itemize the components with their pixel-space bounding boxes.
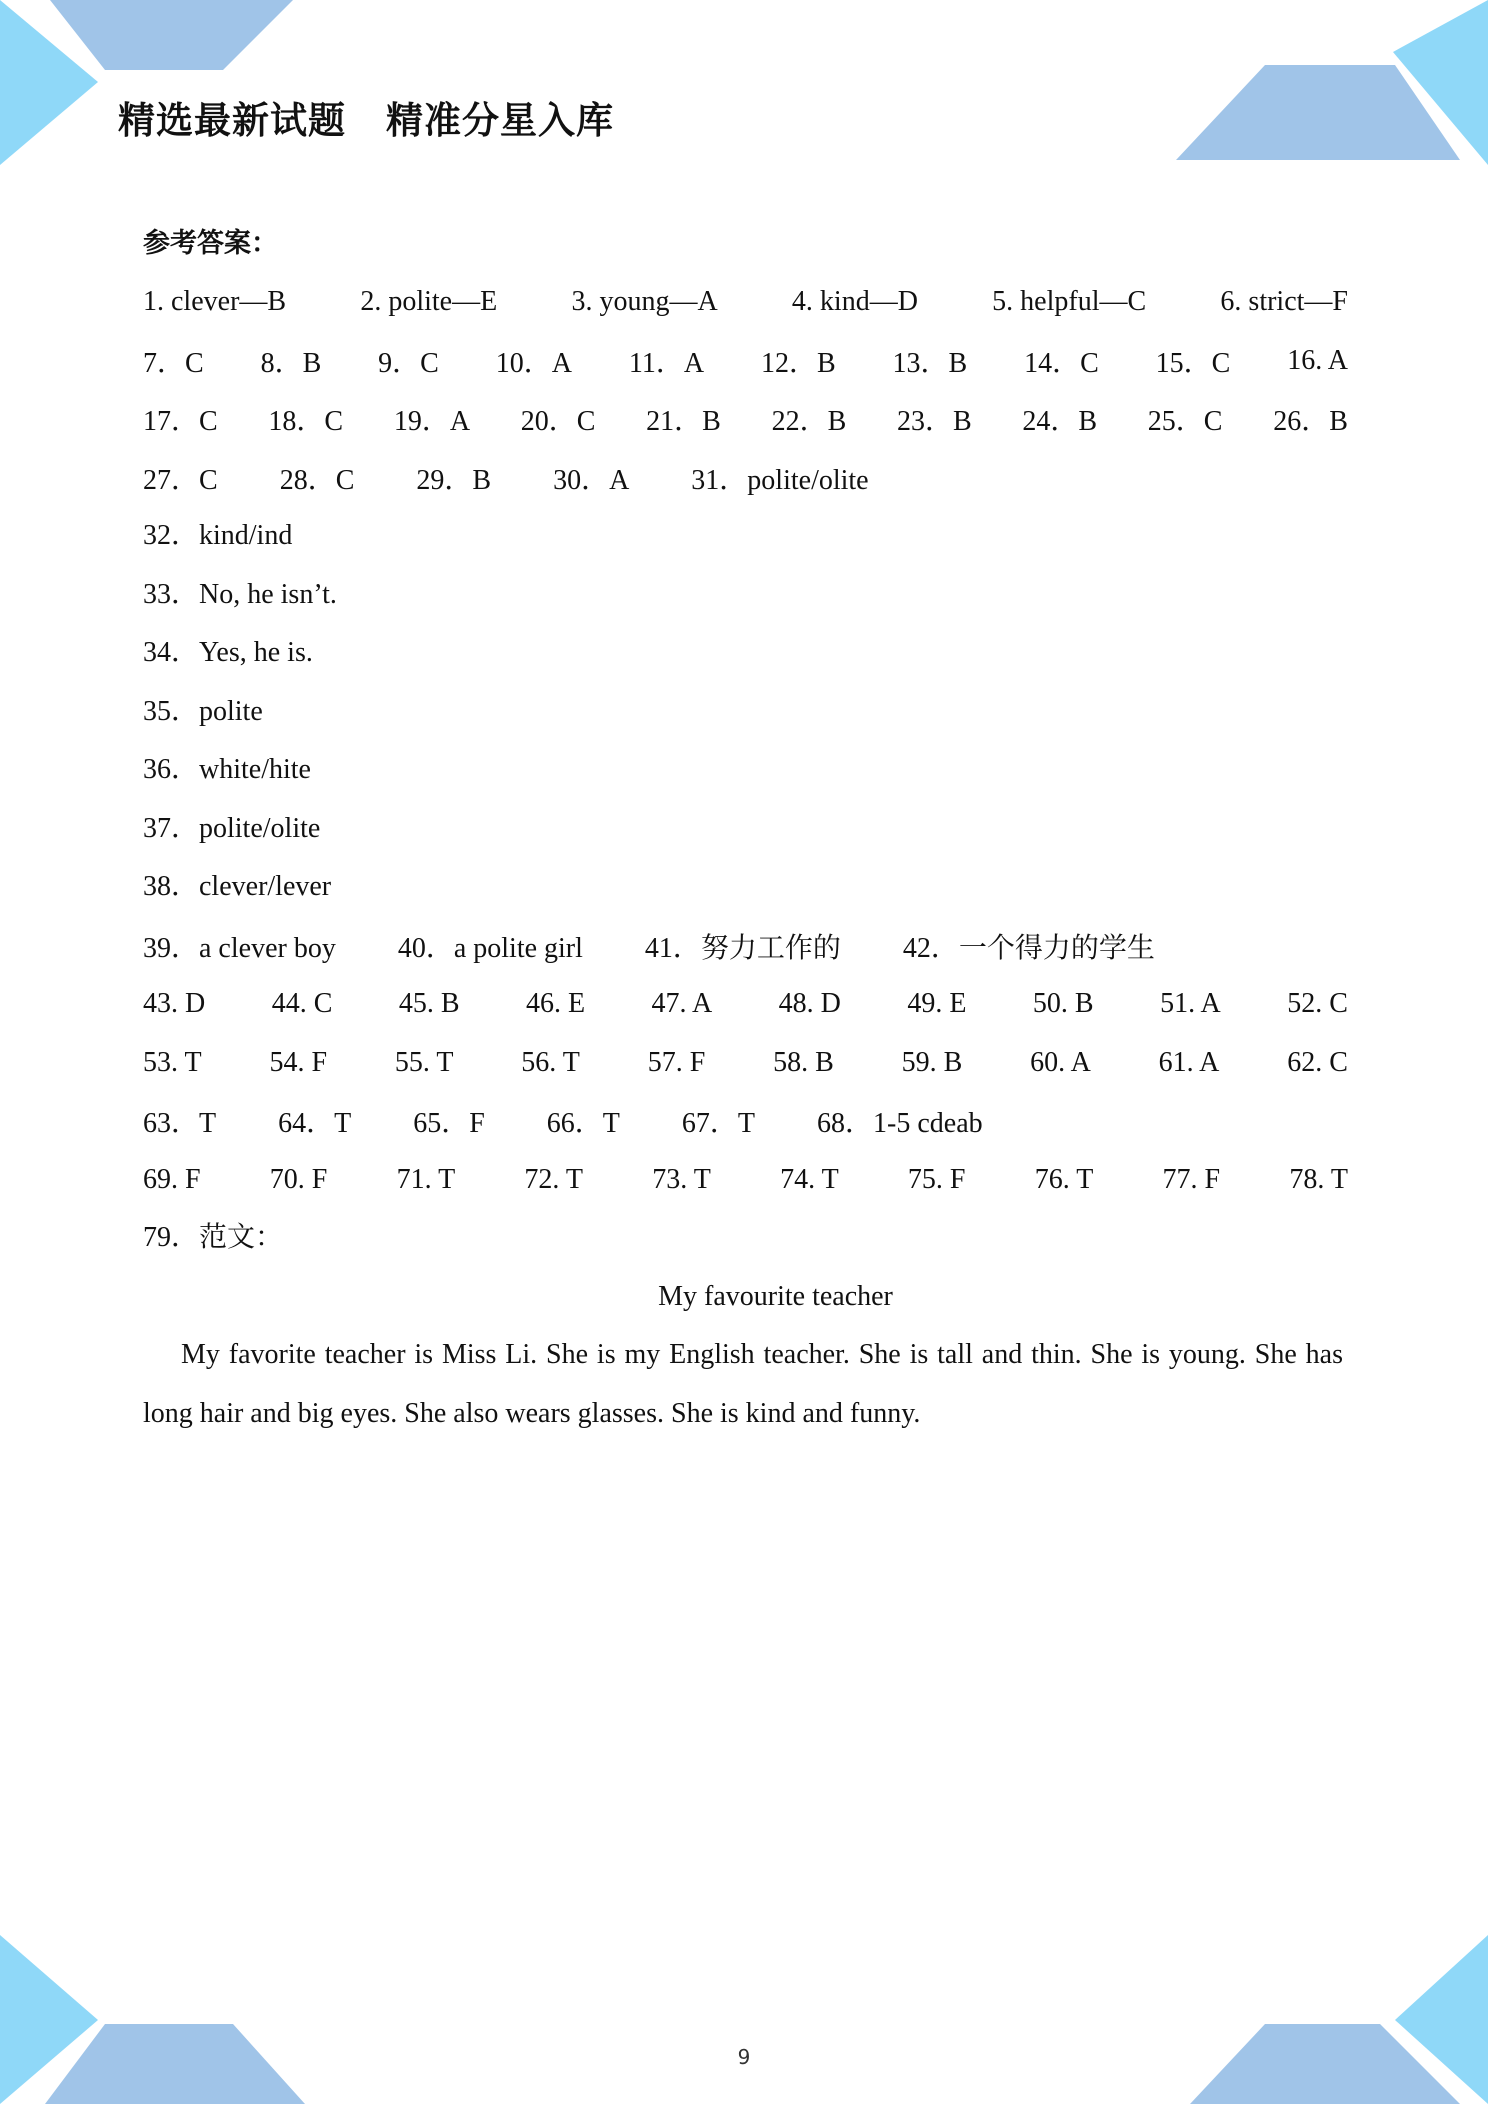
answer-item: 55. T — [394, 1046, 454, 1078]
answer-item: 26．B — [1273, 406, 1348, 438]
answer-item: 53. T — [143, 1046, 202, 1078]
header-title — [118, 90, 614, 144]
answer-row-8 — [143, 1092, 1348, 1151]
answer-item: 3. young—A — [571, 286, 718, 318]
answer-line: 36．white/hite — [143, 754, 311, 785]
top-right-trapezoid — [1176, 65, 1460, 160]
answer-item: 62. C — [1287, 1046, 1348, 1078]
answer-line: 33．No, he isn’t. — [143, 578, 337, 610]
answer-item: 40．a polite girl — [397, 932, 583, 964]
answer-item: 54. F — [269, 1046, 328, 1078]
answer-item: 22．B — [771, 406, 847, 438]
answer-line: 35．polite — [143, 695, 263, 727]
answer-row-9 — [143, 1151, 1348, 1210]
answer-item: 51. A — [1160, 988, 1221, 1020]
answer-row-7 — [143, 1034, 1348, 1093]
answer-item: 7．C — [143, 347, 204, 379]
answer-item: 68．1-5 cdeab — [817, 1108, 983, 1140]
answer-item: 76. T — [1034, 1163, 1094, 1195]
answer-item: 44. C — [271, 988, 333, 1020]
answer-row-2 — [143, 332, 1348, 391]
answer-item: 30．A — [553, 464, 630, 496]
answer-item: 5. helpful—C — [992, 286, 1147, 318]
bottom-right-triangle — [1395, 1935, 1488, 2104]
answer-item: 67．T — [681, 1108, 756, 1140]
page-number: 9 — [737, 2045, 751, 2069]
answer-row-1 — [143, 273, 1348, 332]
answer-item: 59. B — [901, 1046, 963, 1078]
answer-item: 61. A — [1158, 1046, 1220, 1078]
answer-item: 64．T — [278, 1108, 352, 1140]
answer-item: 45. B — [398, 988, 460, 1020]
answer-item: 12．B — [760, 347, 836, 379]
answer-item: 21．B — [646, 406, 721, 438]
answer-item: 75. F — [907, 1163, 966, 1195]
answer-item: 69. F — [143, 1163, 201, 1195]
answer-item: 72. T — [524, 1163, 584, 1195]
answer-item: 11．A — [628, 347, 705, 379]
answers-heading: 参考答案： — [143, 228, 278, 259]
answer-item: 23．B — [896, 406, 972, 438]
header-title-part1: 精选最新试题 — [118, 99, 346, 142]
answer-item: 14．C — [1024, 347, 1099, 379]
top-right-triangle — [1393, 0, 1488, 165]
answer-item: 71. T — [396, 1163, 456, 1195]
answer-item: 1. clever—B — [143, 286, 287, 318]
answer-item: 65．F — [413, 1108, 485, 1140]
answer-item: 73. T — [652, 1163, 711, 1195]
answer-item: 27．C — [143, 464, 218, 496]
bottom-left-triangle — [0, 1935, 98, 2104]
answer-item: 52. C — [1287, 988, 1348, 1020]
answer-row-6 — [143, 975, 1348, 1034]
answer-line: 38．clever/lever — [143, 871, 332, 902]
top-left-trapezoid — [50, 0, 293, 70]
answer-item: 42．一个得力的学生 — [902, 932, 1155, 964]
answer-item: 56. T — [521, 1046, 580, 1078]
answer-item: 47. A — [651, 988, 713, 1020]
answer-key — [143, 215, 1348, 1443]
answer-item: 74. T — [780, 1163, 839, 1195]
answer-item: 78. T — [1289, 1163, 1348, 1195]
answer-item: 58. B — [773, 1046, 834, 1078]
answer-item: 57. F — [647, 1046, 706, 1078]
answer-row-4 — [143, 449, 1348, 508]
answer-item: 77. F — [1162, 1163, 1221, 1195]
essay-body: My favorite teacher is Miss Li. She is my English teacher. She is tall and thin. She is young. She has long hair and big eyes. She also wears glasses. She is kind and funny. — [143, 1339, 1343, 1429]
answer-item: 10．A — [495, 347, 572, 379]
answer-item: 13．B — [892, 347, 968, 379]
answer-item: 20．C — [520, 406, 596, 438]
answer-item: 2. polite—E — [360, 286, 498, 318]
answer-item: 50. B — [1032, 988, 1094, 1020]
essay-title: My favourite teacher — [658, 1280, 893, 1312]
essay-label: 79．范文： — [143, 1222, 284, 1253]
answer-item: 17．C — [143, 406, 218, 438]
answer-item: 9．C — [378, 347, 439, 379]
top-left-triangle — [0, 0, 98, 165]
answer-item: 16. A — [1287, 344, 1348, 376]
answer-row-5 — [143, 917, 1348, 976]
answer-item: 49. E — [907, 988, 967, 1020]
answer-item: 43. D — [143, 988, 206, 1020]
answer-item: 15．C — [1155, 347, 1231, 379]
answer-item: 6. strict—F — [1220, 286, 1348, 318]
answer-item: 70. F — [269, 1163, 328, 1195]
answer-item: 46. E — [525, 988, 586, 1020]
answer-item: 4. kind—D — [791, 286, 918, 318]
answer-item: 31．polite/olite — [691, 464, 869, 496]
answer-item: 39．a clever boy — [143, 932, 336, 964]
answer-item: 8．B — [260, 347, 322, 379]
answer-item: 48. D — [778, 988, 841, 1020]
answer-item: 66．T — [546, 1108, 620, 1140]
header-title-part2: 精准分星入库 — [386, 99, 614, 142]
answer-line: 37．polite/olite — [143, 812, 321, 844]
answer-line: 32．kind/ind — [143, 520, 293, 551]
answer-row-3 — [143, 390, 1348, 449]
answer-item: 18．C — [268, 406, 344, 438]
answer-item: 41．努力工作的 — [644, 932, 841, 964]
answer-item: 19．A — [393, 406, 471, 438]
answer-item: 60. A — [1030, 1046, 1091, 1078]
answer-item: 63．T — [143, 1108, 217, 1140]
answer-item: 24．B — [1022, 406, 1098, 438]
answer-item: 28．C — [279, 464, 355, 496]
answer-item: 29．B — [416, 464, 492, 496]
answer-line: 34．Yes, he is. — [143, 637, 313, 668]
answer-item: 25．C — [1147, 406, 1223, 438]
